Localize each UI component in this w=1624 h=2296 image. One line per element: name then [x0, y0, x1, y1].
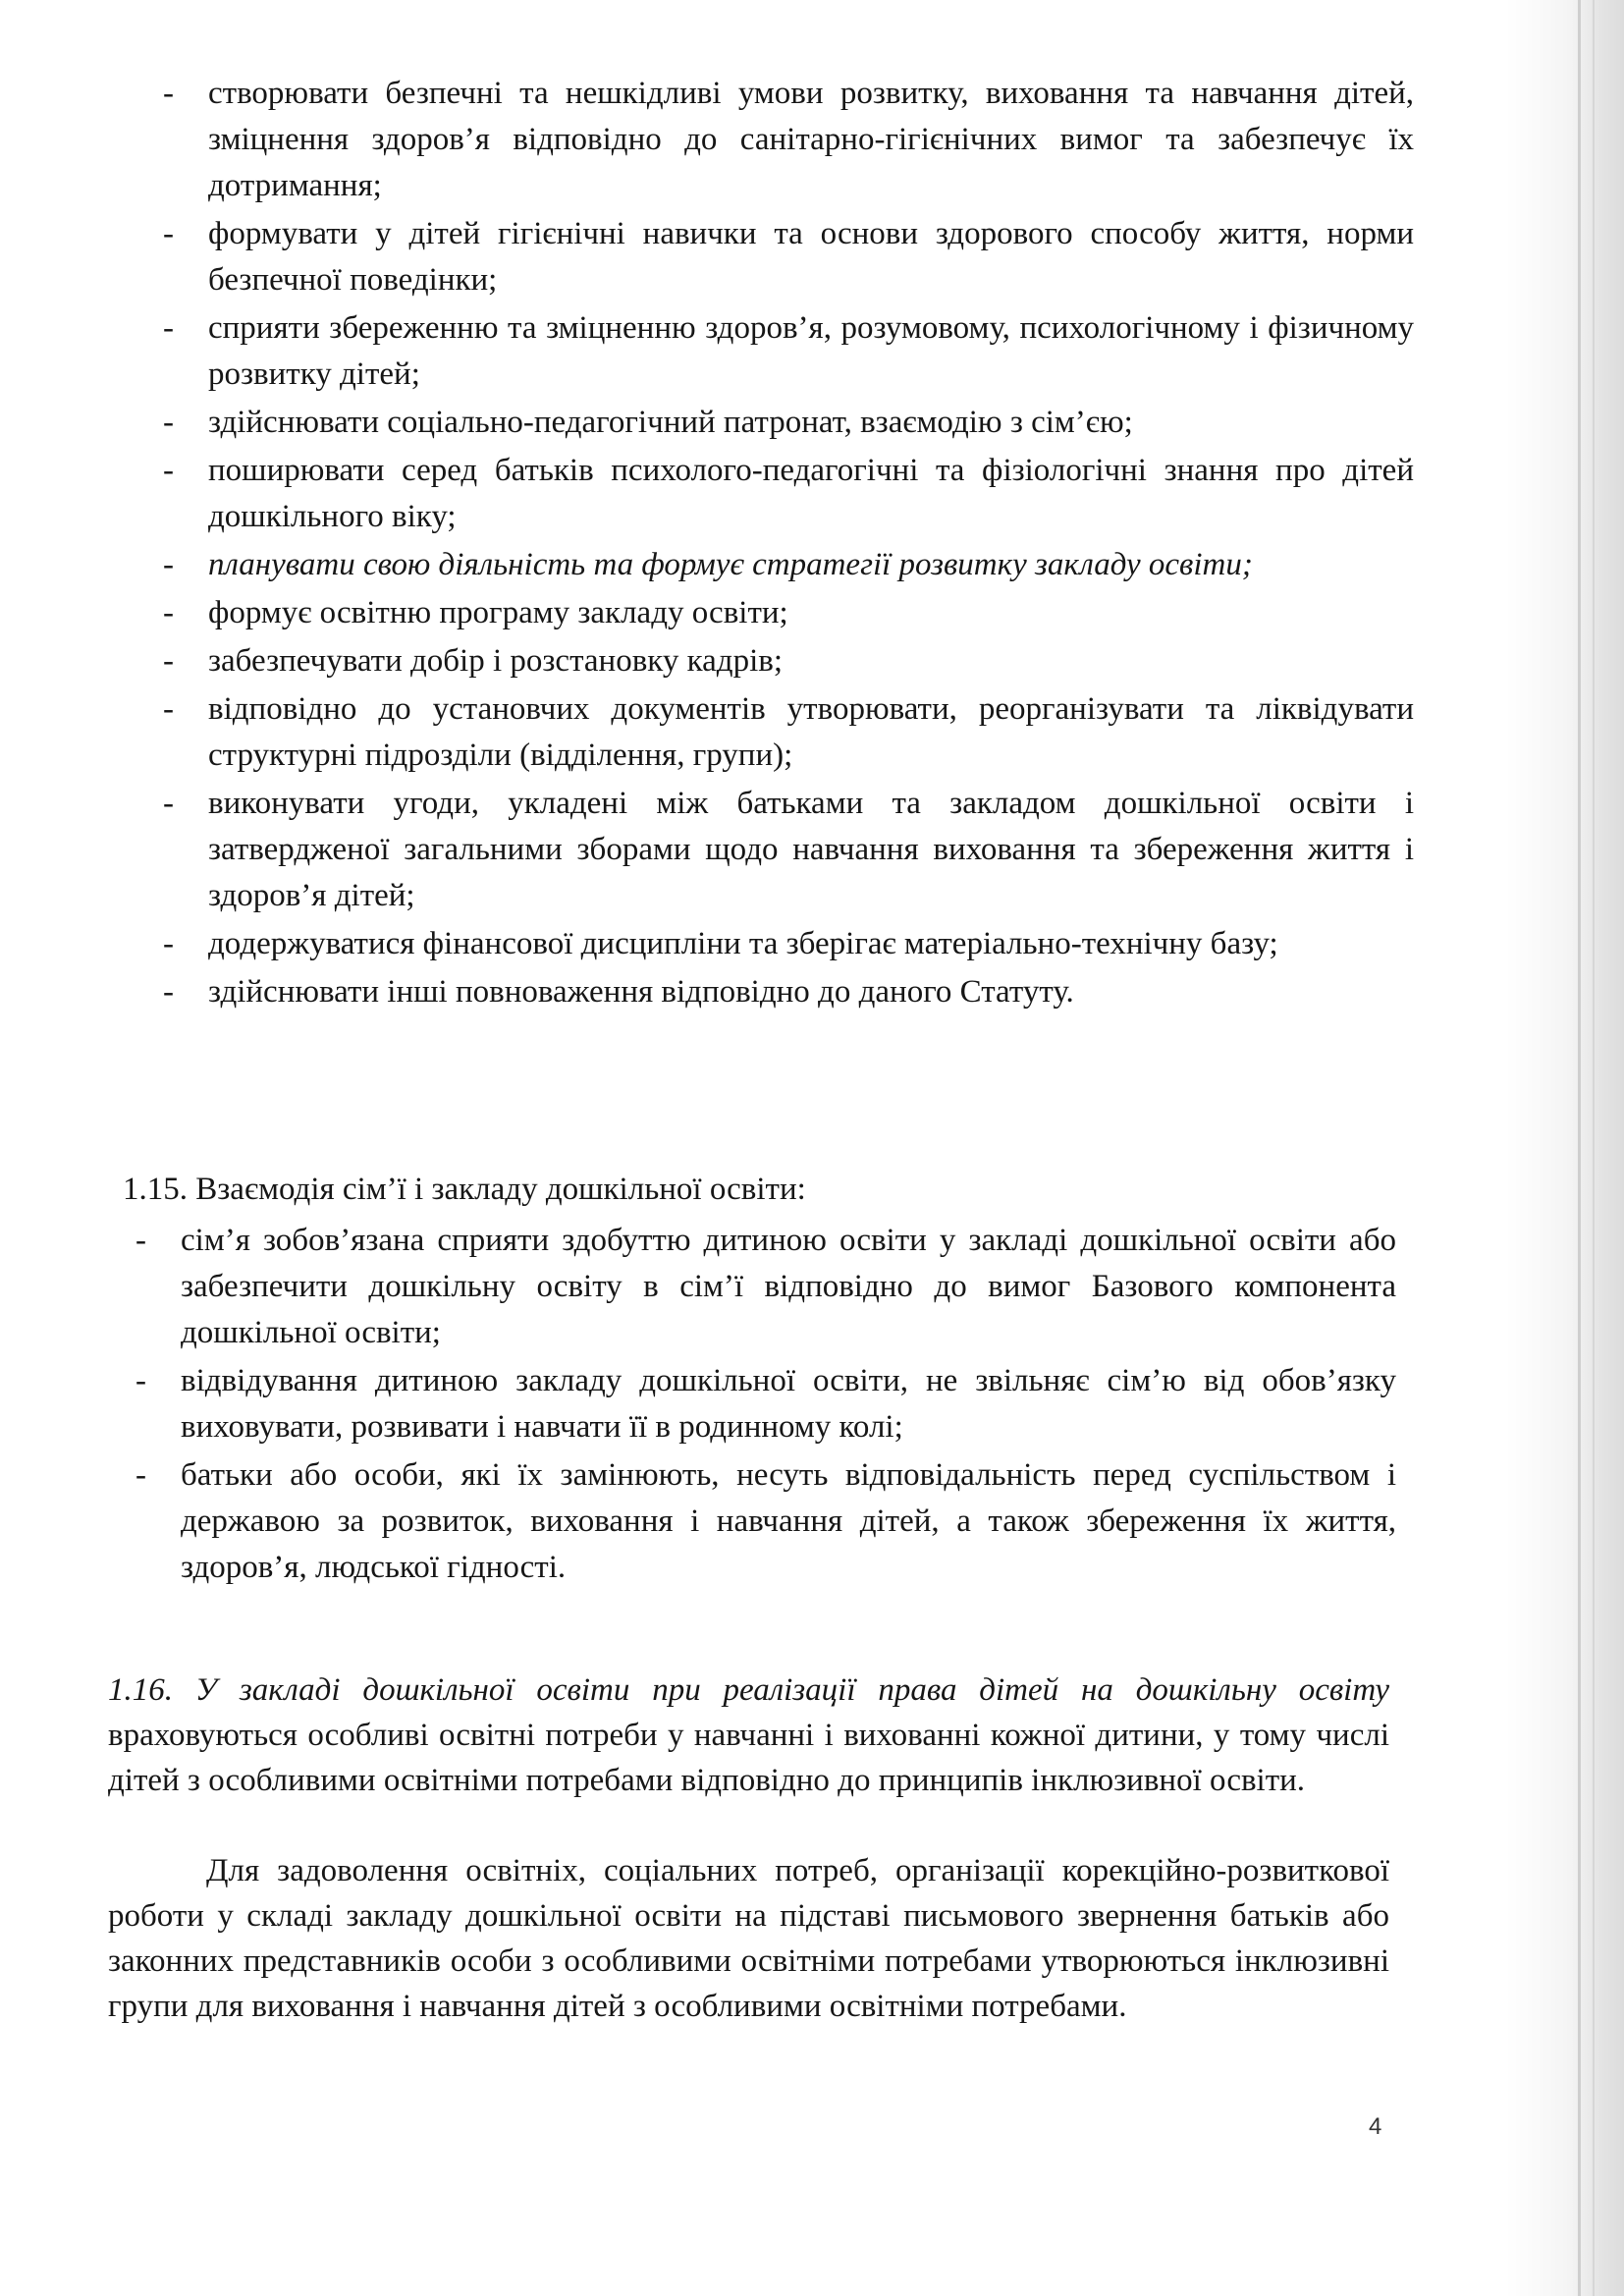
list-item: [147, 542, 1414, 588]
list-item-text: забезпечувати добір і розстановку кадрів;: [208, 643, 783, 679]
bullet-dash: -: [135, 1457, 146, 1493]
list-item-text: поширювати серед батьків психолого-педагогічні та фізіологічні знання про дітей дошкільного віку;: [208, 453, 1414, 534]
list-item-text: формує освітню програму закладу освіти;: [208, 595, 788, 630]
list-item-text: виконувати угоди, укладені між батьками та закладом дошкільної освіти і затвердженої загальними зборами щодо навчання виховання та збереження життя і здоров’я дітей;: [208, 786, 1414, 913]
list-item: [147, 638, 1414, 684]
section-1-16-rest: враховуються особливі освітні потреби у навчанні і вихованні кожної дитини, у тому числі дітей з особливими освітніми потребами відповідно до принципів інклюзивної освіти.: [108, 1718, 1389, 1798]
bullet-dash: -: [163, 405, 174, 440]
list-item: [147, 969, 1414, 1015]
list-item-text: відповідно до установчих документів утворювати, реорганізувати та ліквідувати структурні підрозділи (відділення, групи);: [208, 691, 1414, 773]
bullet-dash: -: [135, 1363, 146, 1398]
list-item: [147, 448, 1414, 540]
section-heading-1-15: 1.15. Взаємодія сім’ї і закладу дошкільної освіти:: [123, 1172, 806, 1207]
bullet-dash: -: [163, 926, 174, 961]
bullet-dash: -: [163, 691, 174, 727]
bullet-dash: -: [163, 786, 174, 821]
list-item-text: сім’я зобов’язана сприяти здобуттю дитиною освіти у закладі дошкільної освіти або забезпечити дошкільну освіту в сім’ї відповідно до вимог Базового компонента дошкільної освіти;: [181, 1223, 1396, 1350]
bullet-dash: -: [163, 643, 174, 679]
list-item-text: батьки або особи, які їх замінюють, несуть відповідальність перед суспільством і державою за розвиток, виховання і навчання дітей, а також збереження їх життя, здоров’я, людської гідності.: [181, 1457, 1396, 1585]
list-item-text: сприяти збереженню та зміцненню здоров’я, розумовому, психологічному і фізичному розвитку дітей;: [208, 310, 1414, 392]
inclusive-groups-paragraph: Для задоволення освітніх, соціальних потреб, організації корекційно-розвиткової роботи у складі закладу дошкільної освіти на підставі письмового звернення батьків або законних представників особи з особливими освітніми потребами утворюються інклюзивні групи для виховання і навчання дітей з особливими освітніми потребами.: [108, 1853, 1389, 2024]
bullet-dash: -: [163, 76, 174, 111]
list-item-text: додержуватися фінансової дисципліни та зберігає матеріально-технічну базу;: [208, 926, 1278, 961]
family-interaction-list: [120, 1218, 1396, 1593]
list-item-text: відвідування дитиною закладу дошкільної освіти, не звільняє сім’ю від обов’язку виховувати, розвивати і навчати її в родинному колі;: [181, 1363, 1396, 1445]
bullet-dash: -: [163, 453, 174, 488]
bullet-dash: -: [163, 310, 174, 346]
list-item-text: здійснювати соціально-педагогічний патронат, взаємодію з сім’єю;: [208, 405, 1133, 440]
section-1-16-paragraph: [108, 1667, 1389, 1803]
list-item: [147, 305, 1414, 398]
section-1-16-lead: 1.16. У закладі дошкільної освіти при реалізації права дітей на дошкільну освіту: [108, 1672, 1389, 1708]
list-item-text: планувати свою діяльність та формує стратегії розвитку закладу освіти;: [208, 547, 1253, 582]
list-item: [147, 686, 1414, 779]
bullet-dash: -: [163, 974, 174, 1010]
bullet-dash: -: [163, 547, 174, 582]
list-item: [147, 71, 1414, 209]
list-item-text: формувати у дітей гігієнічні навички та основи здорового способу життя, норми безпечної поведінки;: [208, 216, 1414, 298]
list-item: [147, 400, 1414, 446]
list-item: [147, 211, 1414, 303]
bullet-dash: -: [163, 216, 174, 251]
list-item: [120, 1358, 1396, 1450]
list-item: [120, 1218, 1396, 1356]
page-number: 4: [1369, 2113, 1382, 2140]
list-item: [120, 1452, 1396, 1591]
list-item-text: здійснювати інші повноваження відповідно до даного Статуту.: [208, 974, 1074, 1010]
list-item: [147, 590, 1414, 636]
bullet-dash: -: [163, 595, 174, 630]
responsibilities-list: [147, 71, 1414, 1017]
list-item-text: створювати безпечні та нешкідливі умови розвитку, виховання та навчання дітей, зміцнення здоров’я відповідно до санітарно-гігієнічних вимог та забезпечує їх дотримання;: [208, 76, 1414, 203]
bullet-dash: -: [135, 1223, 146, 1258]
list-item: [147, 781, 1414, 919]
list-item: [147, 921, 1414, 967]
